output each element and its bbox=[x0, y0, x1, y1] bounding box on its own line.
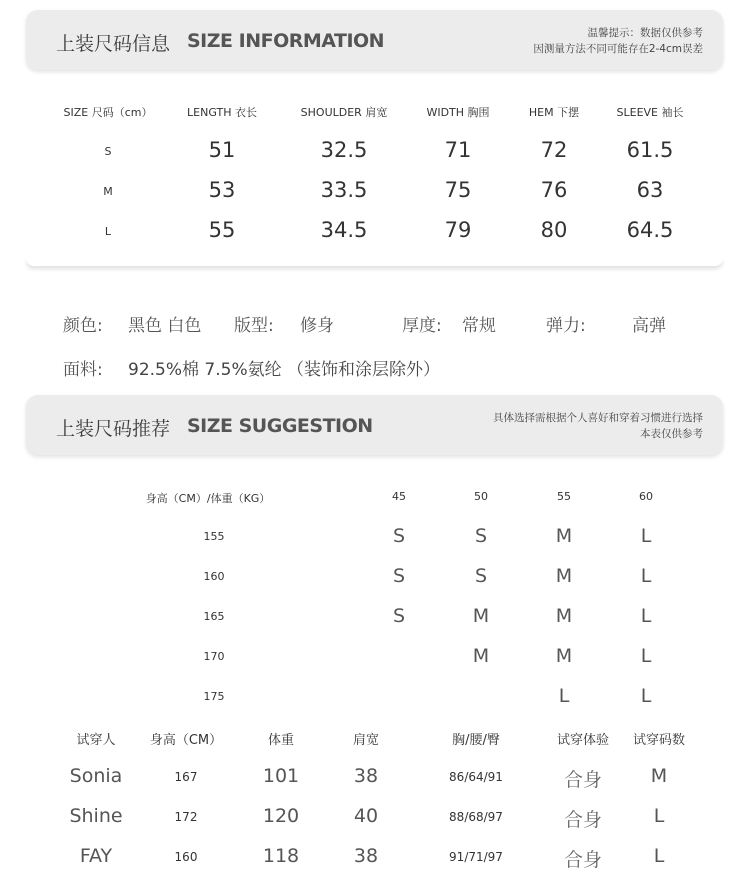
try-on-cell: 88/68/97 bbox=[449, 810, 503, 824]
try-on-cell: 118 bbox=[262, 845, 300, 867]
try-on-header: 体重 bbox=[267, 733, 295, 748]
suggestion-height: 175 bbox=[203, 690, 225, 703]
try-on-cell: 120 bbox=[262, 805, 300, 827]
size-info-value: 32.5 bbox=[320, 138, 368, 162]
try-on-cell: FAY bbox=[79, 845, 113, 867]
try-on-cell: 合身 bbox=[563, 769, 603, 791]
suggestion-size: S bbox=[474, 565, 488, 587]
size-info-banner bbox=[26, 10, 723, 70]
suggestion-size: L bbox=[558, 685, 570, 707]
suggestion-size: S bbox=[392, 525, 406, 547]
try-on-cell: M bbox=[650, 765, 668, 787]
suggestion-height: 155 bbox=[203, 530, 225, 543]
try-on-header: 身高（CM） bbox=[149, 733, 223, 748]
size-info-size-label: M bbox=[103, 185, 113, 198]
suggestion-size: L bbox=[640, 645, 652, 667]
size-suggestion-note-line2: 本表仅供参考 bbox=[640, 428, 703, 440]
suggestion-size: L bbox=[640, 605, 652, 627]
size-info-value: 34.5 bbox=[320, 218, 368, 242]
try-on-cell: 172 bbox=[174, 810, 198, 824]
size-info-size-label: S bbox=[104, 145, 112, 158]
size-info-value: 53 bbox=[208, 178, 236, 202]
try-on-cell: 91/71/97 bbox=[449, 850, 503, 864]
size-info-value: 51 bbox=[208, 138, 236, 162]
try-on-cell: 38 bbox=[353, 845, 379, 867]
try-on-cell: 86/64/91 bbox=[449, 770, 503, 784]
size-info-value: 71 bbox=[444, 138, 472, 162]
size-info-title-cn: 上装尺码信息 bbox=[56, 33, 171, 55]
thickness-value: 常规 bbox=[462, 316, 496, 336]
try-on-header: 试穿体验 bbox=[556, 733, 610, 748]
size-info-header: WIDTH 胸围 bbox=[426, 106, 490, 119]
fabric-label: 面料: bbox=[63, 360, 103, 380]
try-on-cell: Shine bbox=[69, 805, 123, 827]
suggestion-height: 165 bbox=[203, 610, 225, 623]
suggestion-size: S bbox=[392, 605, 406, 627]
size-info-header: HEM 下摆 bbox=[528, 106, 580, 119]
suggestion-weight: 45 bbox=[392, 490, 406, 503]
try-on-cell: 101 bbox=[262, 765, 300, 787]
try-on-cell: L bbox=[653, 845, 665, 867]
suggestion-size: M bbox=[555, 525, 573, 547]
suggestion-height: 170 bbox=[203, 650, 225, 663]
size-info-value: 61.5 bbox=[626, 138, 674, 162]
size-info-value: 33.5 bbox=[320, 178, 368, 202]
try-on-cell: L bbox=[653, 805, 665, 827]
size-info-value: 55 bbox=[208, 218, 236, 242]
try-on-header: 试穿码数 bbox=[632, 733, 686, 748]
suggestion-size: M bbox=[555, 565, 573, 587]
size-suggestion-banner bbox=[26, 395, 723, 455]
size-info-value: 64.5 bbox=[626, 218, 674, 242]
try-on-header: 试穿人 bbox=[76, 733, 116, 748]
size-info-value: 72 bbox=[540, 138, 568, 162]
suggestion-size: M bbox=[555, 605, 573, 627]
suggestion-size: M bbox=[555, 645, 573, 667]
try-on-cell: 40 bbox=[353, 805, 379, 827]
fabric-value: 92.5%棉 7.5%氨纶 （装饰和涂层除外） bbox=[128, 360, 441, 380]
suggestion-size: S bbox=[392, 565, 406, 587]
suggestion-size: L bbox=[640, 565, 652, 587]
size-info-note bbox=[533, 25, 703, 57]
size-info-card-shadow bbox=[26, 258, 723, 266]
size-suggestion-title-cn: 上装尺码推荐 bbox=[56, 418, 171, 440]
size-info-value: 76 bbox=[540, 178, 568, 202]
suggestion-size: L bbox=[640, 525, 652, 547]
color-value: 黑色 白色 bbox=[128, 316, 202, 336]
size-info-size-label: L bbox=[104, 225, 112, 238]
size-info-value: 75 bbox=[444, 178, 472, 202]
size-info-title-en: SIZE INFORMATION bbox=[187, 30, 385, 52]
size-info-value: 80 bbox=[540, 218, 568, 242]
suggestion-size: S bbox=[474, 525, 488, 547]
size-info-note-line2: 因测量方法不同可能存在2-4cm误差 bbox=[533, 43, 703, 55]
try-on-cell: Sonia bbox=[69, 765, 123, 787]
try-on-cell: 合身 bbox=[563, 849, 603, 871]
fit-value: 修身 bbox=[300, 316, 334, 336]
suggestion-weight: 50 bbox=[474, 490, 488, 503]
color-label: 颜色: bbox=[63, 316, 103, 336]
size-info-header: SIZE 尺码（cm） bbox=[63, 106, 153, 119]
fit-label: 版型: bbox=[234, 316, 274, 336]
size-suggestion-title-en: SIZE SUGGESTION bbox=[187, 415, 373, 437]
try-on-cell: 38 bbox=[353, 765, 379, 787]
try-on-cell: 合身 bbox=[563, 809, 603, 831]
size-info-header: SLEEVE 袖长 bbox=[616, 106, 684, 119]
size-info-note-line1: 温馨提示：数据仅供参考 bbox=[587, 27, 703, 39]
size-info-header: SHOULDER 肩宽 bbox=[300, 106, 388, 119]
suggestion-size: L bbox=[640, 685, 652, 707]
size-suggestion-note-line1: 具体选择需根据个人喜好和穿着习惯进行选择 bbox=[493, 412, 703, 424]
elastic-label: 弹力: bbox=[546, 316, 586, 336]
elastic-value: 高弹 bbox=[632, 316, 666, 336]
suggestion-corner-label: 身高（CM）/体重（KG） bbox=[145, 492, 271, 505]
try-on-header: 胸/腰/臀 bbox=[452, 733, 500, 748]
size-suggestion-note bbox=[493, 410, 703, 442]
suggestion-height: 160 bbox=[203, 570, 225, 583]
try-on-header: 肩宽 bbox=[352, 733, 380, 748]
suggestion-weight: 60 bbox=[639, 490, 653, 503]
suggestion-size: M bbox=[472, 605, 490, 627]
try-on-cell: 167 bbox=[174, 770, 198, 784]
suggestion-weight: 55 bbox=[557, 490, 571, 503]
size-info-value: 79 bbox=[444, 218, 472, 242]
size-info-header: LENGTH 衣长 bbox=[187, 106, 257, 119]
suggestion-size: M bbox=[472, 645, 490, 667]
try-on-cell: 160 bbox=[174, 850, 198, 864]
size-info-value: 63 bbox=[636, 178, 664, 202]
thickness-label: 厚度: bbox=[402, 316, 442, 336]
